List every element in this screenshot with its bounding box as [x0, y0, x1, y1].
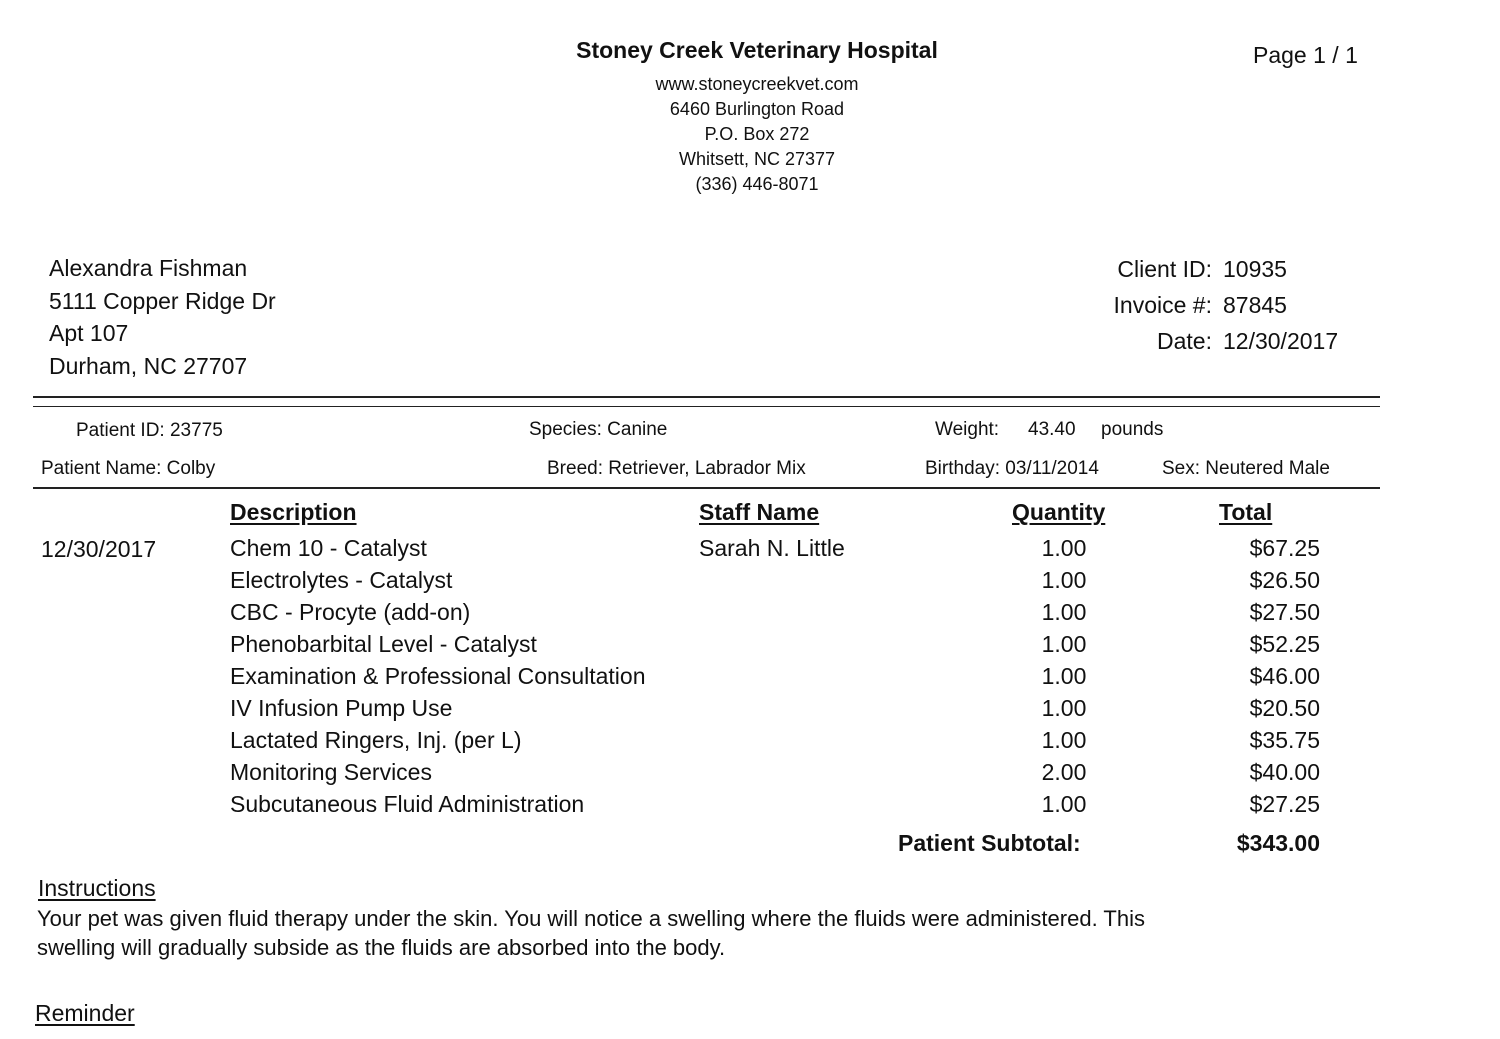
- invoice-value: 87845: [1223, 292, 1287, 318]
- instructions-line-2: swelling will gradually subside as the fluids are absorbed into the body.: [37, 935, 726, 960]
- patient-weight-unit: pounds: [1101, 419, 1164, 440]
- item-quantity: 1.00: [1041, 535, 1087, 561]
- item-quantity: 1.00: [1041, 727, 1087, 753]
- item-description: Monitoring Services: [230, 759, 432, 785]
- invoice-label: Invoice #:: [1113, 292, 1212, 318]
- client-apt: Apt 107: [49, 320, 129, 346]
- page-number: Page 1 / 1: [1253, 42, 1358, 68]
- patient-weight-label: Weight:: [935, 419, 1000, 440]
- header-total: Total: [1219, 499, 1273, 525]
- patient-name: Patient Name: Colby: [41, 458, 216, 479]
- item-description: Lactated Ringers, Inj. (per L): [230, 727, 522, 753]
- line-item-staff: Sarah N. Little: [699, 535, 845, 561]
- hospital-name: Stoney Creek Veterinary Hospital: [576, 37, 938, 63]
- item-quantity: 1.00: [1041, 631, 1087, 657]
- item-total: $27.25: [1249, 791, 1320, 817]
- item-total: $26.50: [1249, 567, 1320, 593]
- item-total: $52.25: [1249, 631, 1320, 657]
- client-name: Alexandra Fishman: [49, 255, 248, 281]
- instructions-line-1: Your pet was given fluid therapy under the skin. You will notice a swelling where the fluids were administered. This: [37, 906, 1145, 931]
- item-description: Electrolytes - Catalyst: [230, 567, 453, 593]
- client-street: 5111 Copper Ridge Dr: [49, 288, 276, 314]
- patient-sex: Sex: Neutered Male: [1162, 458, 1330, 479]
- item-total: $67.25: [1249, 535, 1320, 561]
- item-quantity: 1.00: [1041, 599, 1087, 625]
- client-city: Durham, NC 27707: [49, 353, 248, 379]
- divider-patient: [33, 487, 1380, 489]
- hospital-phone: (336) 446-8071: [695, 174, 819, 194]
- patient-species: Species: Canine: [529, 419, 668, 440]
- item-description: CBC - Procyte (add-on): [230, 599, 471, 625]
- date-label: Date:: [1157, 328, 1212, 354]
- header-quantity: Quantity: [1012, 499, 1106, 525]
- item-quantity: 2.00: [1041, 759, 1087, 785]
- reminder-title: Reminder: [35, 1000, 135, 1026]
- item-quantity: 1.00: [1041, 695, 1087, 721]
- hospital-po-box: P.O. Box 272: [704, 124, 810, 144]
- subtotal-value: $343.00: [1236, 830, 1320, 856]
- item-quantity: 1.00: [1041, 663, 1087, 689]
- item-total: $27.50: [1249, 599, 1320, 625]
- item-quantity: 1.00: [1041, 791, 1087, 817]
- subtotal-label: Patient Subtotal:: [898, 830, 1081, 856]
- line-item-date: 12/30/2017: [41, 536, 157, 562]
- item-description: IV Infusion Pump Use: [230, 695, 453, 721]
- patient-id: Patient ID: 23775: [76, 420, 223, 441]
- item-total: $20.50: [1249, 695, 1320, 721]
- header-staff-name: Staff Name: [699, 499, 820, 525]
- divider-top: [33, 396, 1380, 398]
- item-description: Chem 10 - Catalyst: [230, 535, 427, 561]
- client-id-label: Client ID:: [1117, 256, 1212, 282]
- header-description: Description: [230, 499, 357, 525]
- patient-breed: Breed: Retriever, Labrador Mix: [547, 458, 806, 479]
- date-value: 12/30/2017: [1223, 328, 1339, 354]
- item-description: Examination & Professional Consultation: [230, 663, 646, 689]
- item-total: $35.75: [1249, 727, 1320, 753]
- item-description: Subcutaneous Fluid Administration: [230, 791, 585, 817]
- item-quantity: 1.00: [1041, 567, 1087, 593]
- instructions-title: Instructions: [38, 875, 156, 901]
- item-total: $40.00: [1249, 759, 1320, 785]
- hospital-city: Whitsett, NC 27377: [678, 149, 836, 169]
- hospital-website: www.stoneycreekvet.com: [655, 74, 859, 94]
- client-id-value: 10935: [1223, 256, 1287, 282]
- patient-birthday: Birthday: 03/11/2014: [925, 458, 1099, 479]
- divider-top-thin: [33, 406, 1380, 407]
- item-description: Phenobarbital Level - Catalyst: [230, 631, 537, 657]
- item-total: $46.00: [1249, 663, 1320, 689]
- patient-weight-value: 43.40: [1028, 419, 1076, 440]
- hospital-street: 6460 Burlington Road: [669, 99, 845, 119]
